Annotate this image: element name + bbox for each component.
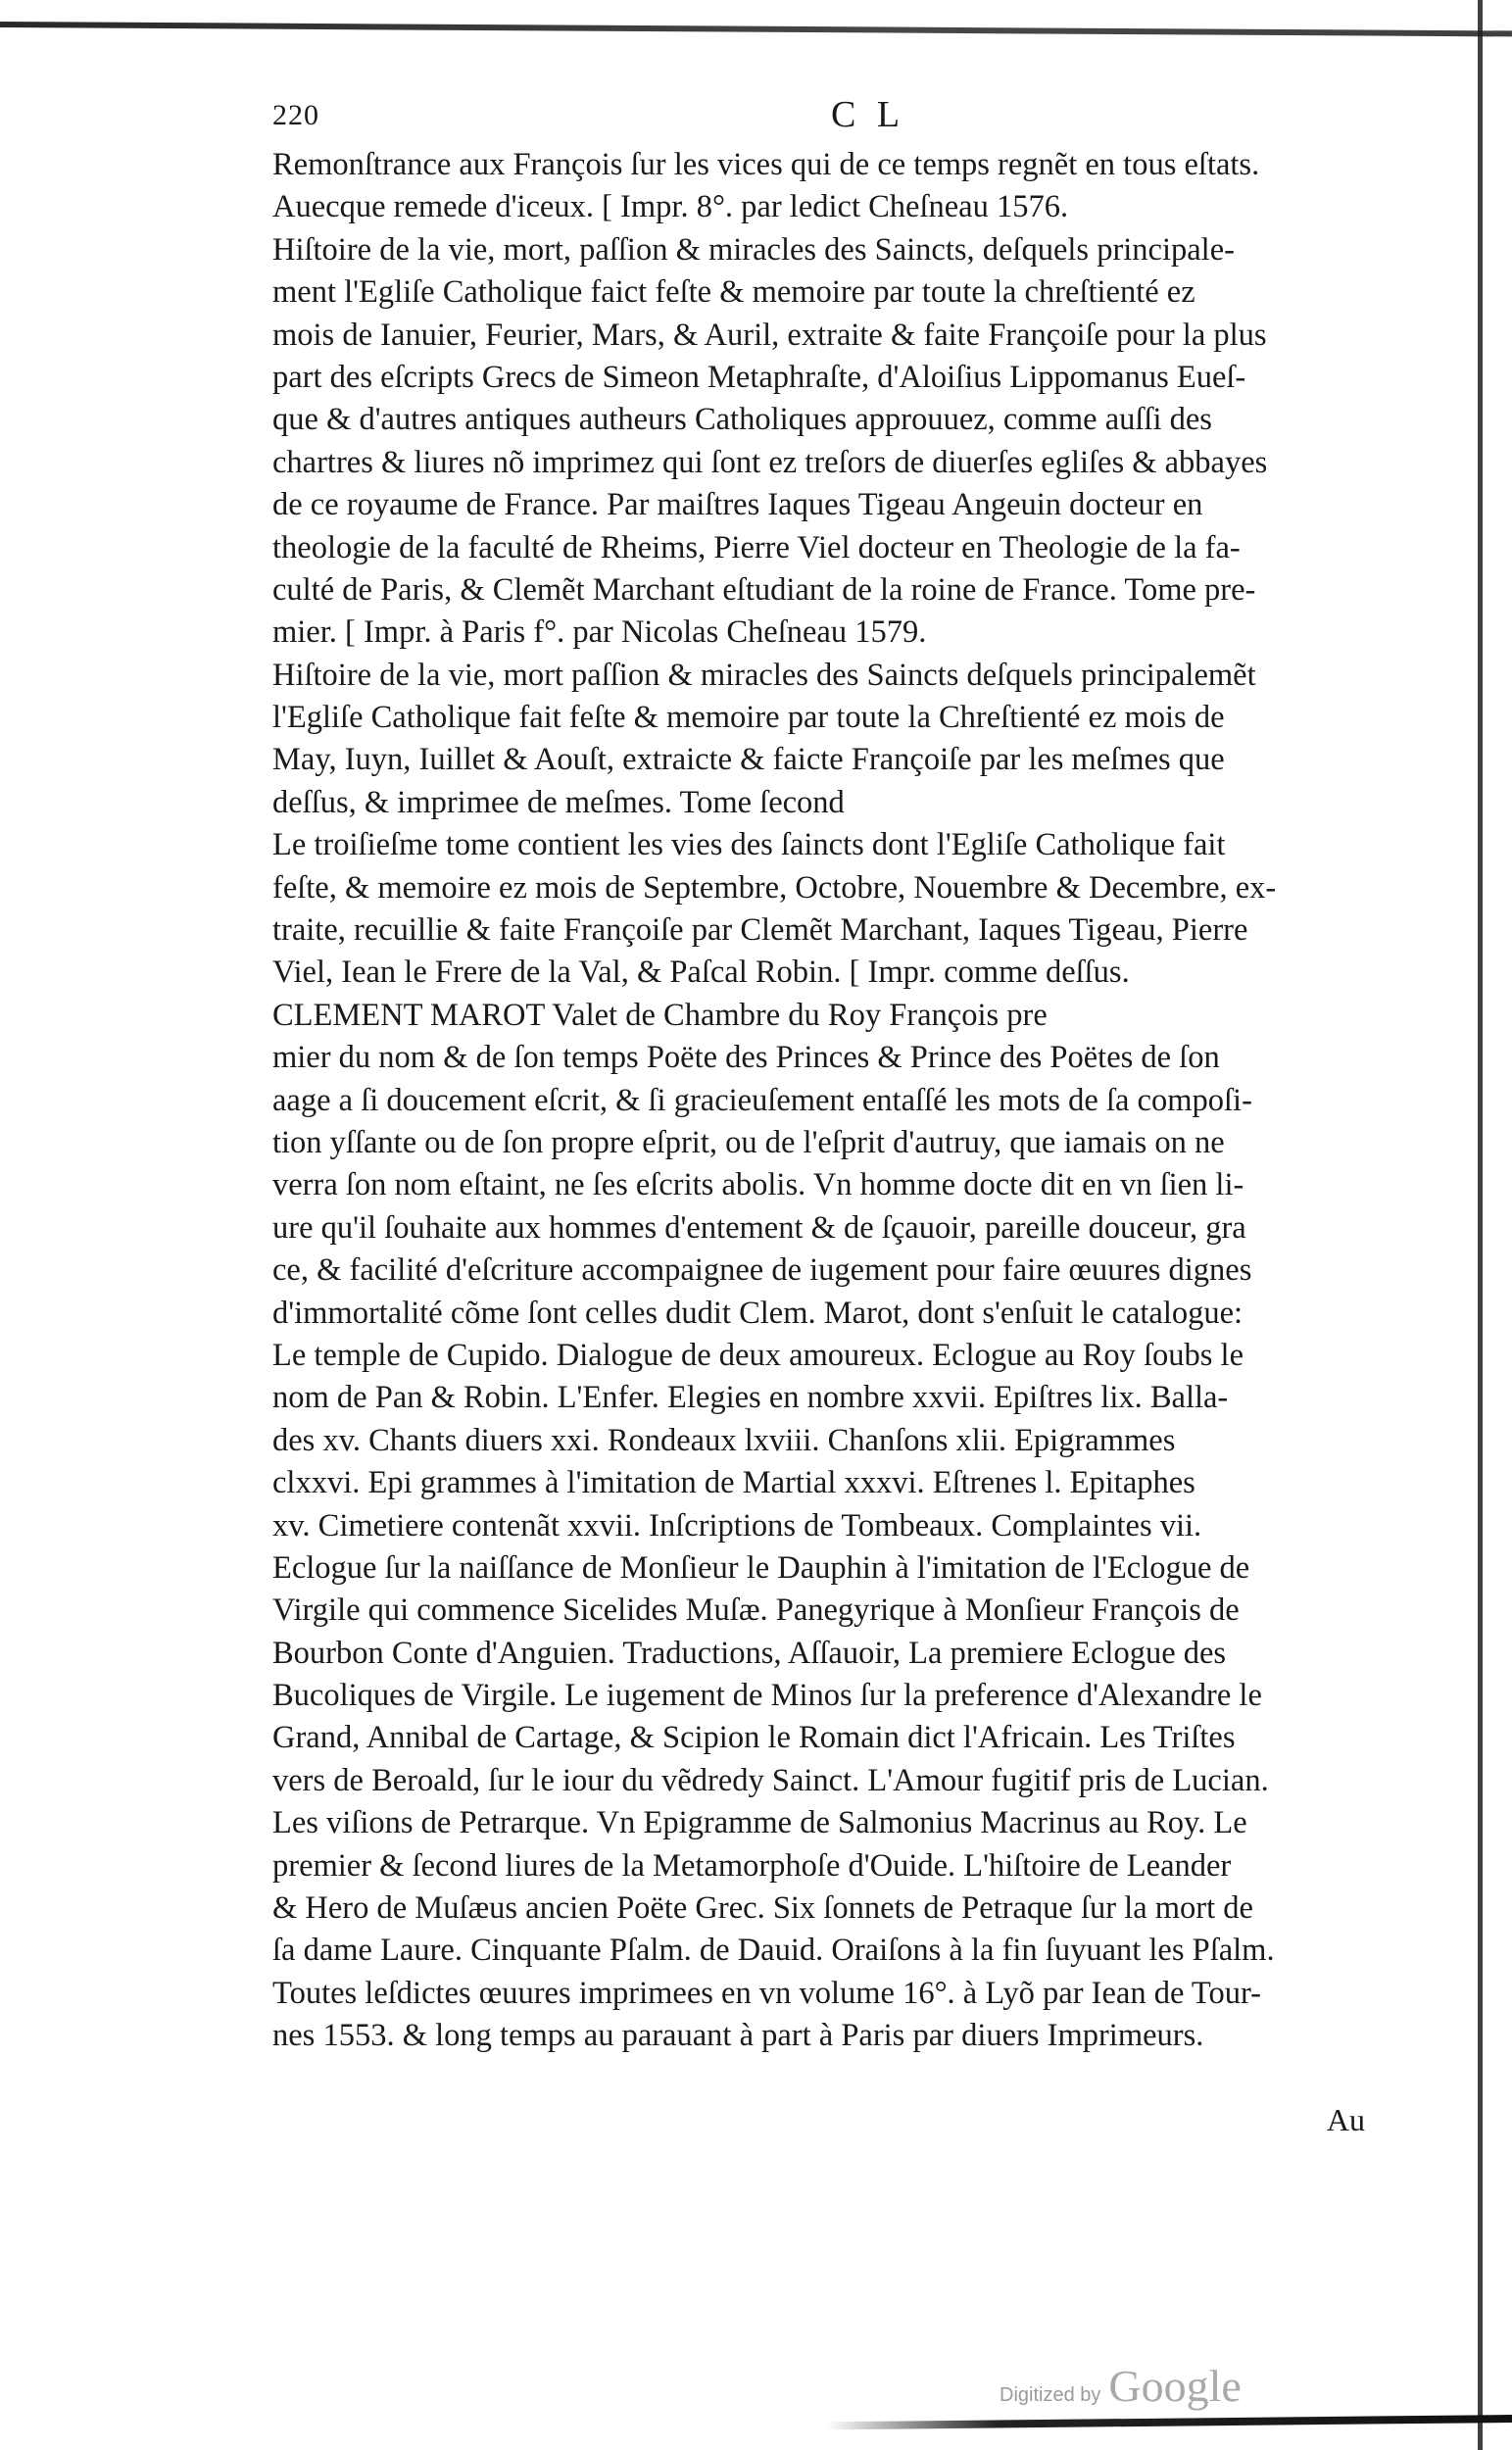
text-line: Bourbon Conte d'Anguien. Traductions, Aſſauoir, La premiere Eclogue des [272,1635,1227,1671]
text-line: nom de Pan & Robin. L'Enfer. Elegies en nombre xxvii. Epiſtres lix. Balla- [272,1380,1229,1416]
text-line: Remonſtrance aux François ſur les vices qui de ce temps regnẽt en tous eſtats. [272,147,1260,182]
text-line: mier. [ Impr. à Paris f°. par Nicolas Cheſneau 1579. [272,614,927,651]
text-line: Toutes leſdictes œuures imprimees en vn volume 16°. à Lyõ par Iean de Tour- [272,1975,1262,2011]
text-line: clxxvi. Epi grammes à l'imitation de Martial xxxvi. Eſtrenes l. Epitaphes [272,1465,1195,1501]
text-line: mois de Ianuier, Feurier, Mars, & Auril, extraite & faite Françoiſe pour la plus [272,317,1267,353]
catchword: Au [1326,2102,1365,2137]
text-line: Viel, Iean le Frere de la Val, & Paſcal Robin. [ Impr. comme deſſus. [272,955,1130,991]
text-line: Hiſtoire de la vie, mort, paſſion & miracles des Saincts, deſquels principale- [272,231,1235,268]
text-line: mier du nom & de ſon temps Poëte des Princes & Prince des Poëtes de ſon [272,1040,1220,1076]
digitization-watermark [1000,2360,1242,2412]
text-line: & Hero de Muſæus ancien Poëte Grec. Six ſonnets de Petraque ſur la mort de [272,1890,1253,1927]
text-line: ure qu'il ſouhaite aux hommes d'entement & de ſçauoir, pareille douceur, gra [272,1209,1246,1246]
text-line: Hiſtoire de la vie, mort paſſion & miracles des Saincts deſquels principalemẽt [272,657,1256,693]
page-number: 220 [272,99,319,131]
text-line: de ce royaume de France. Par maiſtres Iaques Tigeau Angeuin docteur en [272,487,1203,523]
text-line: l'Egliſe Catholique fait feſte & memoire par toute la Chreſtienté ez mois de [272,700,1225,736]
text-line: Virgile qui commence Sicelides Muſæ. Panegyrique à Monſieur François de [272,1592,1240,1629]
text-line: d'immortalité cõme ſont celles dudit Clem. Marot, dont s'enſuit le catalogue: [272,1295,1244,1331]
text-line: Auecque remede d'iceux. [ Impr. 8°. par ledict Cheſneau 1576. [272,189,1069,225]
text-line: feſte, & memoire ez mois de Septembre, Octobre, Nouembre & Decembre, ex- [272,869,1277,906]
text-line: Bucoliques de Virgile. Le iugement de Minos ſur la preference d'Alexandre le [272,1678,1262,1714]
text-line: ſa dame Laure. Cinquante Pſalm. de Dauid. Oraiſons à la fin ſuyuant les Pſalm. [272,1933,1275,1969]
text-line: aage a ſi doucement eſcrit, & ſi gracieuſement entaſſé les mots de ſa compoſi- [272,1082,1252,1118]
scan-edge-right [1478,0,1483,2450]
book-page [272,93,1365,2137]
text-line: ment l'Egliſe Catholique faict feſte & memoire par toute la chreſtienté ez [272,274,1195,311]
text-line: premier & ſecond liures de la Metamorphoſe d'Ouide. L'hiſtoire de Leander [272,1847,1232,1884]
text-line: Grand, Annibal de Cartage, & Scipion le Romain dict l'Africain. Les Triſtes [272,1720,1236,1756]
text-line: May, Iuyn, Iuillet & Aouſt, extraicte & faicte Françoiſe par les meſmes que [272,742,1225,778]
text-line: chartres & liures nõ imprimez qui ſont ez treſors de diuerſes egliſes & abbayes [272,444,1268,480]
text-line: Le troiſieſme tome contient les vies des ſaincts dont l'Egliſe Catholique fait [272,827,1226,863]
entry-heading-line: CLEMENT MAROT Valet de Chambre du Roy François pre [272,997,1048,1033]
text-line: tion yſſante ou de ſon propre eſprit, ou de l'eſprit d'autruy, que iamais on ne [272,1124,1225,1160]
google-logo: Google [1108,2361,1242,2411]
text-line: vers de Beroald, ſur le iour du vẽdredy Sainct. L'Amour fugitif pris de Lucian. [272,1762,1269,1798]
running-head-letters: C L [831,94,906,135]
watermark-label: Digitized by [1000,2384,1101,2406]
page-body-text [272,144,1365,2058]
text-line: Le temple de Cupido. Dialogue de deux amoureux. Eclogue au Roy ſoubs le [272,1337,1244,1373]
text-line: traite, recuillie & faite Françoiſe par Clemẽt Marchant, Iaques Tigeau, Pierre [272,912,1248,949]
text-line: que & d'autres antiques autheurs Catholiques approuuez, comme auſſi des [272,402,1212,438]
running-head [272,93,1365,142]
scan-edge-top [0,22,1512,36]
text-line: culté de Paris, & Clemẽt Marchant eſtudiant de la roine de France. Tome pre- [272,571,1256,608]
text-line: part des eſcripts Grecs de Simeon Metaphraſte, d'Aloiſius Lippomanus Eueſ- [272,359,1246,395]
text-line: nes 1553. & long temps au parauant à part à Paris par diuers Imprimeurs. [272,2018,1204,2054]
text-line: Eclogue ſur la naiſſance de Monſieur le Dauphin à l'imitation de l'Eclogue de [272,1549,1250,1586]
scan-edge-bottom [826,2415,1512,2429]
text-line: xv. Cimetiere contenãt xxvii. Inſcriptions de Tombeaux. Complaintes vii. [272,1507,1202,1544]
text-line: des xv. Chants diuers xxi. Rondeaux lxviii. Chanſons xlii. Epigrammes [272,1422,1176,1458]
text-line: ce, & facilité d'eſcriture accompaignee de iugement pour faire œuures dignes [272,1252,1252,1289]
text-line: verra ſon nom eſtaint, ne ſes eſcrits abolis. Vn homme docte dit en vn ſien li- [272,1167,1244,1203]
text-line: deſſus, & imprimee de meſmes. Tome ſecond [272,784,845,820]
text-line: Les viſions de Petrarque. Vn Epigramme de Salmonius Macrinus au Roy. Le [272,1805,1247,1841]
text-line: theologie de la faculté de Rheims, Pierre Viel docteur en Theologie de la fa- [272,529,1241,565]
